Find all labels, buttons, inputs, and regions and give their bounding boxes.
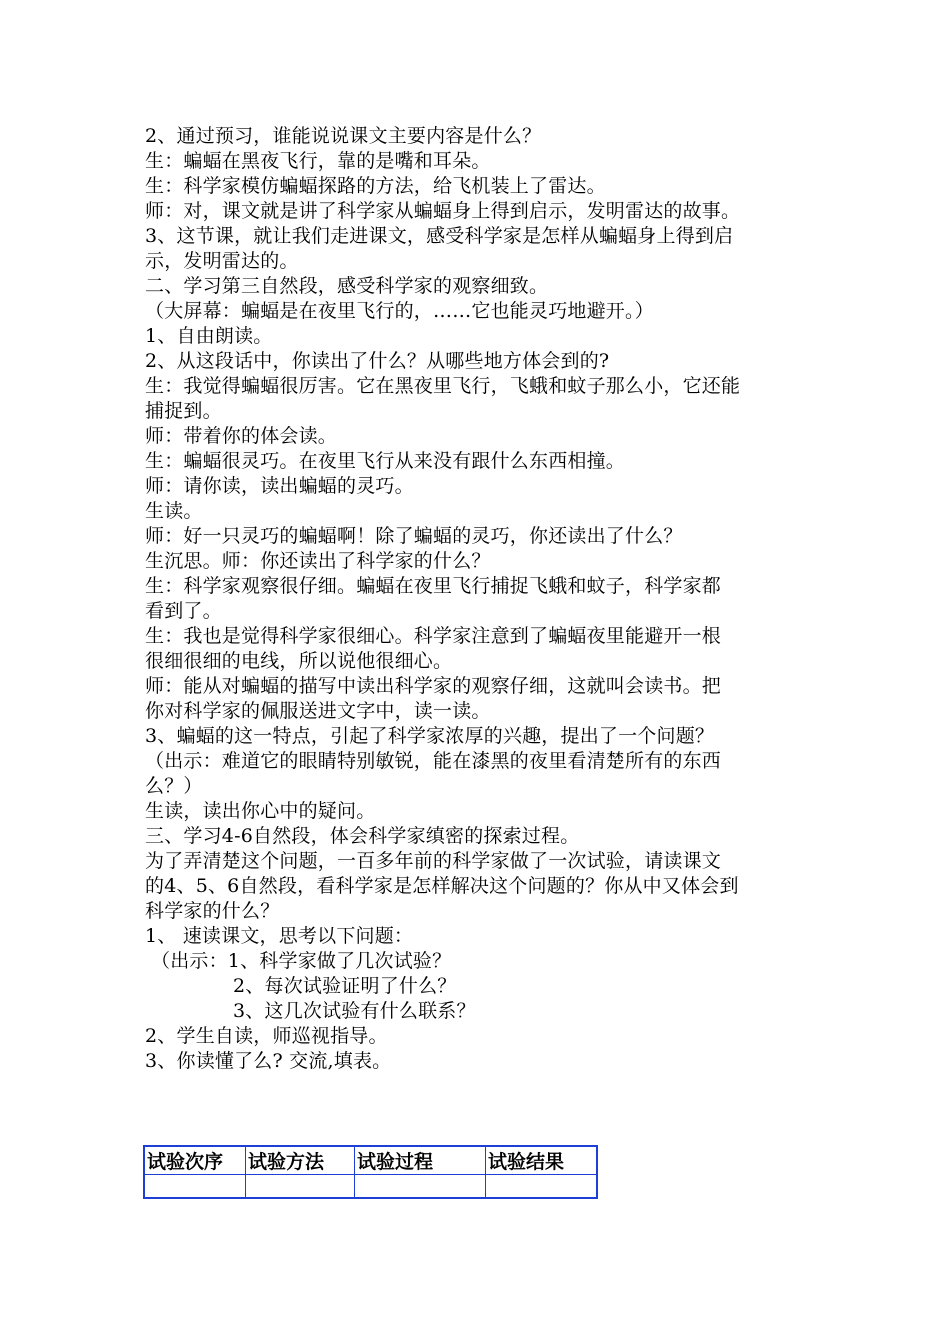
text-line: 2、从这段话中，你读出了什么？从哪些地方体会到的? (145, 350, 610, 372)
table-header-cell: 试验方法 (246, 1146, 355, 1175)
table-cell[interactable] (355, 1175, 486, 1199)
table-cell[interactable] (144, 1175, 246, 1199)
text-line: 师：对，课文就是讲了科学家从蝙蝠身上得到启示，发明雷达的故事。 (145, 200, 741, 222)
section-heading: 三、学习4-6自然段，体会科学家缜密的探索过程。 (145, 825, 580, 847)
text-line: 2、通过预习，谁能说说课文主要内容是什么？ (145, 125, 542, 147)
text-line: 生：科学家模仿蝙蝠探路的方法，给飞机装上了雷达。 (145, 175, 606, 197)
table-header-cell: 试验过程 (355, 1146, 486, 1175)
table-header-cell: 试验结果 (486, 1146, 598, 1175)
text-line: 么？） (145, 775, 203, 797)
document-body (145, 124, 825, 1074)
table-row (144, 1175, 597, 1199)
text-line: 师：能从对蝙蝠的描写中读出科学家的观察仔细，这就叫会读书。把 (145, 675, 722, 697)
text-line: 为了弄清楚这个问题，一百多年前的科学家做了一次试验，请读课文 (145, 850, 722, 872)
text-line: 师：好一只灵巧的蝙蝠啊！除了蝙蝠的灵巧，你还读出了什么？ (145, 525, 683, 547)
text-line: 科学家的什么？ (145, 900, 280, 922)
text-line: 生：蝙蝠在黑夜飞行，靠的是嘴和耳朵。 (145, 150, 491, 172)
question-list-line: 3、这几次试验有什么联系？ (233, 1000, 476, 1022)
question-list-line: 2、每次试验证明了什么？ (233, 975, 457, 997)
text-line: （大屏幕：蝙蝠是在夜里飞行的，……它也能灵巧地避开。） (145, 300, 654, 322)
text-line: 看到了。 (145, 600, 222, 622)
text-line: 1、 速读课文，思考以下问题： (145, 925, 414, 947)
text-line: 1、自由朗读。 (145, 325, 273, 347)
text-line: 生：我也是觉得科学家很细心。科学家注意到了蝙蝠夜里能避开一根 (145, 625, 722, 647)
text-line: （出示：难道它的眼睛特别敏锐，能在漆黑的夜里看清楚所有的东西 (145, 750, 722, 772)
text-line: 3、这节课，就让我们走进课文，感受科学家是怎样从蝙蝠身上得到启 (145, 225, 734, 247)
text-line: 3、你读懂了么? 交流,填表。 (145, 1050, 392, 1072)
text-line: 师：带着你的体会读。 (145, 425, 338, 447)
question-list-line: （出示：1、科学家做了几次试验？ (151, 950, 452, 972)
experiment-table (143, 1145, 598, 1199)
section-heading: 二、学习第三自然段，感受科学家的观察细致。 (145, 275, 549, 297)
text-line: 生：蝙蝠很灵巧。在夜里飞行从来没有跟什么东西相撞。 (145, 450, 626, 472)
text-line: 很细很细的电线，所以说他很细心。 (145, 650, 453, 672)
text-line: 的4、5、6自然段，看科学家是怎样解决这个问题的？你从中又体会到 (145, 875, 739, 897)
text-line: 师：请你读，读出蝙蝠的灵巧。 (145, 475, 414, 497)
text-line: 生读，读出你心中的疑问。 (145, 800, 376, 822)
text-line: 生：科学家观察很仔细。蝙蝠在夜里飞行捕捉飞蛾和蚊子，科学家都 (145, 575, 722, 597)
text-line: 生沉思。师：你还读出了科学家的什么？ (145, 550, 491, 572)
text-line: 生读。 (145, 500, 203, 522)
text-line: 你对科学家的佩服送进文字中，读一读。 (145, 700, 491, 722)
text-line: 生：我觉得蝙蝠很厉害。它在黑夜里飞行，飞蛾和蚊子那么小，它还能 (145, 375, 741, 397)
text-line: 2、学生自读，师巡视指导。 (145, 1025, 388, 1047)
table-cell[interactable] (246, 1175, 355, 1199)
text-line: 捕捉到。 (145, 400, 222, 422)
text-line: 示，发明雷达的。 (145, 250, 299, 272)
text-line: 3、蝙蝠的这一特点，引起了科学家浓厚的兴趣，提出了一个问题？ (145, 725, 715, 747)
table-header-row (144, 1146, 597, 1175)
table-cell[interactable] (486, 1175, 598, 1199)
table-header-cell: 试验次序 (144, 1146, 246, 1175)
